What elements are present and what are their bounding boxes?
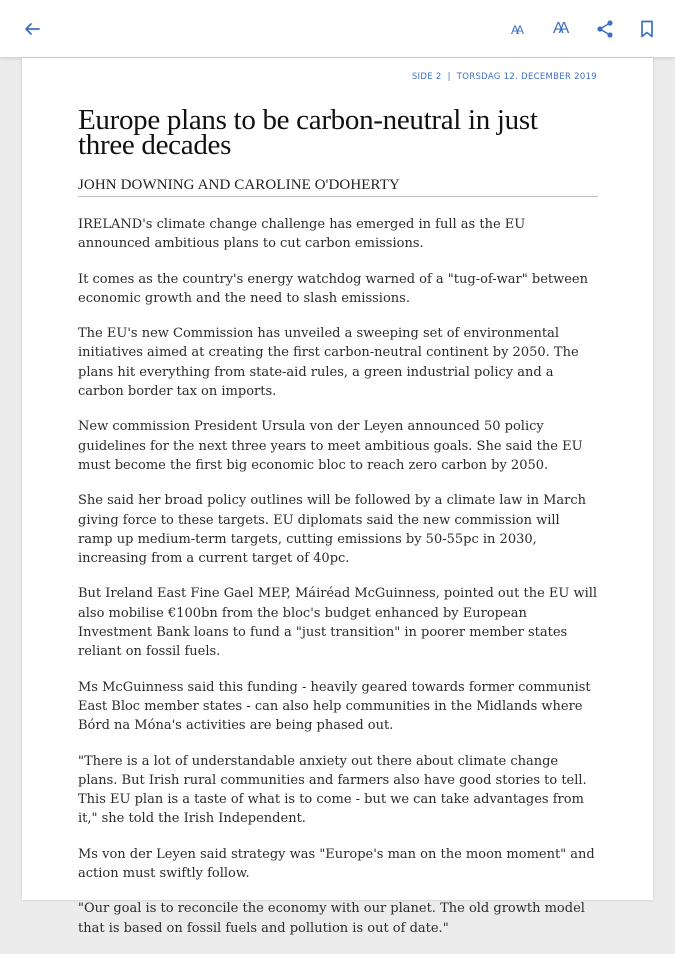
bookmark-button[interactable] [630, 12, 664, 46]
article-paragraph: "There is a lot of understandable anxiety out there about climate change plans. But Irish rural communities and farmers also have good stories to tell. This EU plan is a taste of what is to come - but we can take advantages from it," she told the Irish Independent. [78, 753, 587, 827]
article-paragraph: IRELAND's climate change challenge has emerged in full as the EU announced ambitious plans to cut carbon emissions. [78, 217, 526, 252]
font-increase-button[interactable] [546, 12, 580, 46]
font-decrease-icon [508, 19, 532, 39]
font-decrease-button[interactable] [503, 12, 537, 46]
back-button[interactable] [15, 12, 49, 46]
page-number: SIDE 2 [411, 72, 442, 82]
meta-separator: | [447, 72, 451, 82]
issue-date: TORSDAG 12. DECEMBER 2019 [456, 72, 597, 82]
article-byline: JOHN DOWNING AND CAROLINE O'DOHERTY [78, 177, 598, 197]
page-meta [412, 72, 597, 82]
article-body [78, 215, 598, 954]
arrow-left-icon [22, 19, 42, 39]
article-page [22, 58, 653, 936]
font-decrease-label: AA [511, 23, 522, 37]
article-paragraph: New commission President Ursula von der Leyen announced 50 policy guidelines for the next three years to meet ambitious goals. She said the EU must become the first big economic bloc to reach zero carbon by 2050. [78, 419, 583, 473]
reader-toolbar [0, 0, 675, 58]
font-increase-icon [550, 18, 576, 40]
share-button[interactable] [588, 12, 622, 46]
article-paragraph: But Ireland East Fine Gael MEP, Máiréad McGuinness, pointed out the EU will also mobilise €100bn from the bloc's budget enhanced by European Investment Bank loans to fund a "just transition" in poorer member states reliant on fossil fuels. [78, 586, 598, 660]
bookmark-icon [638, 19, 656, 39]
font-increase-label: AA [553, 20, 565, 37]
article-paragraph: Ms McGuinness said this funding - heavily geared towards former communist East Bloc member states - can also help communities in the Midlands where Bórd na Móna's activities are being phased out. [78, 679, 591, 734]
share-icon [595, 19, 615, 39]
article-paragraph: Ms von der Leyen said strategy was "Europe's man on the moon moment" and action must swiftly follow. [78, 846, 595, 882]
article-paragraph: She said her broad policy outlines will be followed by a climate law in March giving force to these targets. EU diplomats said the new commission will ramp up medium-term targets, cutting emissions by 50-55pc in 2030, increasing from a current target of 40pc. [78, 493, 587, 567]
article-paragraph: The EU's new Commission has unveiled a sweeping set of environmental initiatives aimed at creating the first carbon-neutral continent by 2050. The plans hit everything from state-aid rules, a green industrial policy and a carbon border tax on imports. [78, 326, 579, 400]
article-headline: Europe plans to be carbon-neutral in just three decades [78, 104, 538, 161]
article-paragraph: It comes as the country's energy watchdog warned of a "tug-of-war" between economic growth and the need to slash emissions. [78, 271, 588, 306]
article-paragraph: "Our goal is to reconcile the economy with our planet. The old growth model that is based on fossil fuels and pollution is out of date." [78, 901, 585, 936]
